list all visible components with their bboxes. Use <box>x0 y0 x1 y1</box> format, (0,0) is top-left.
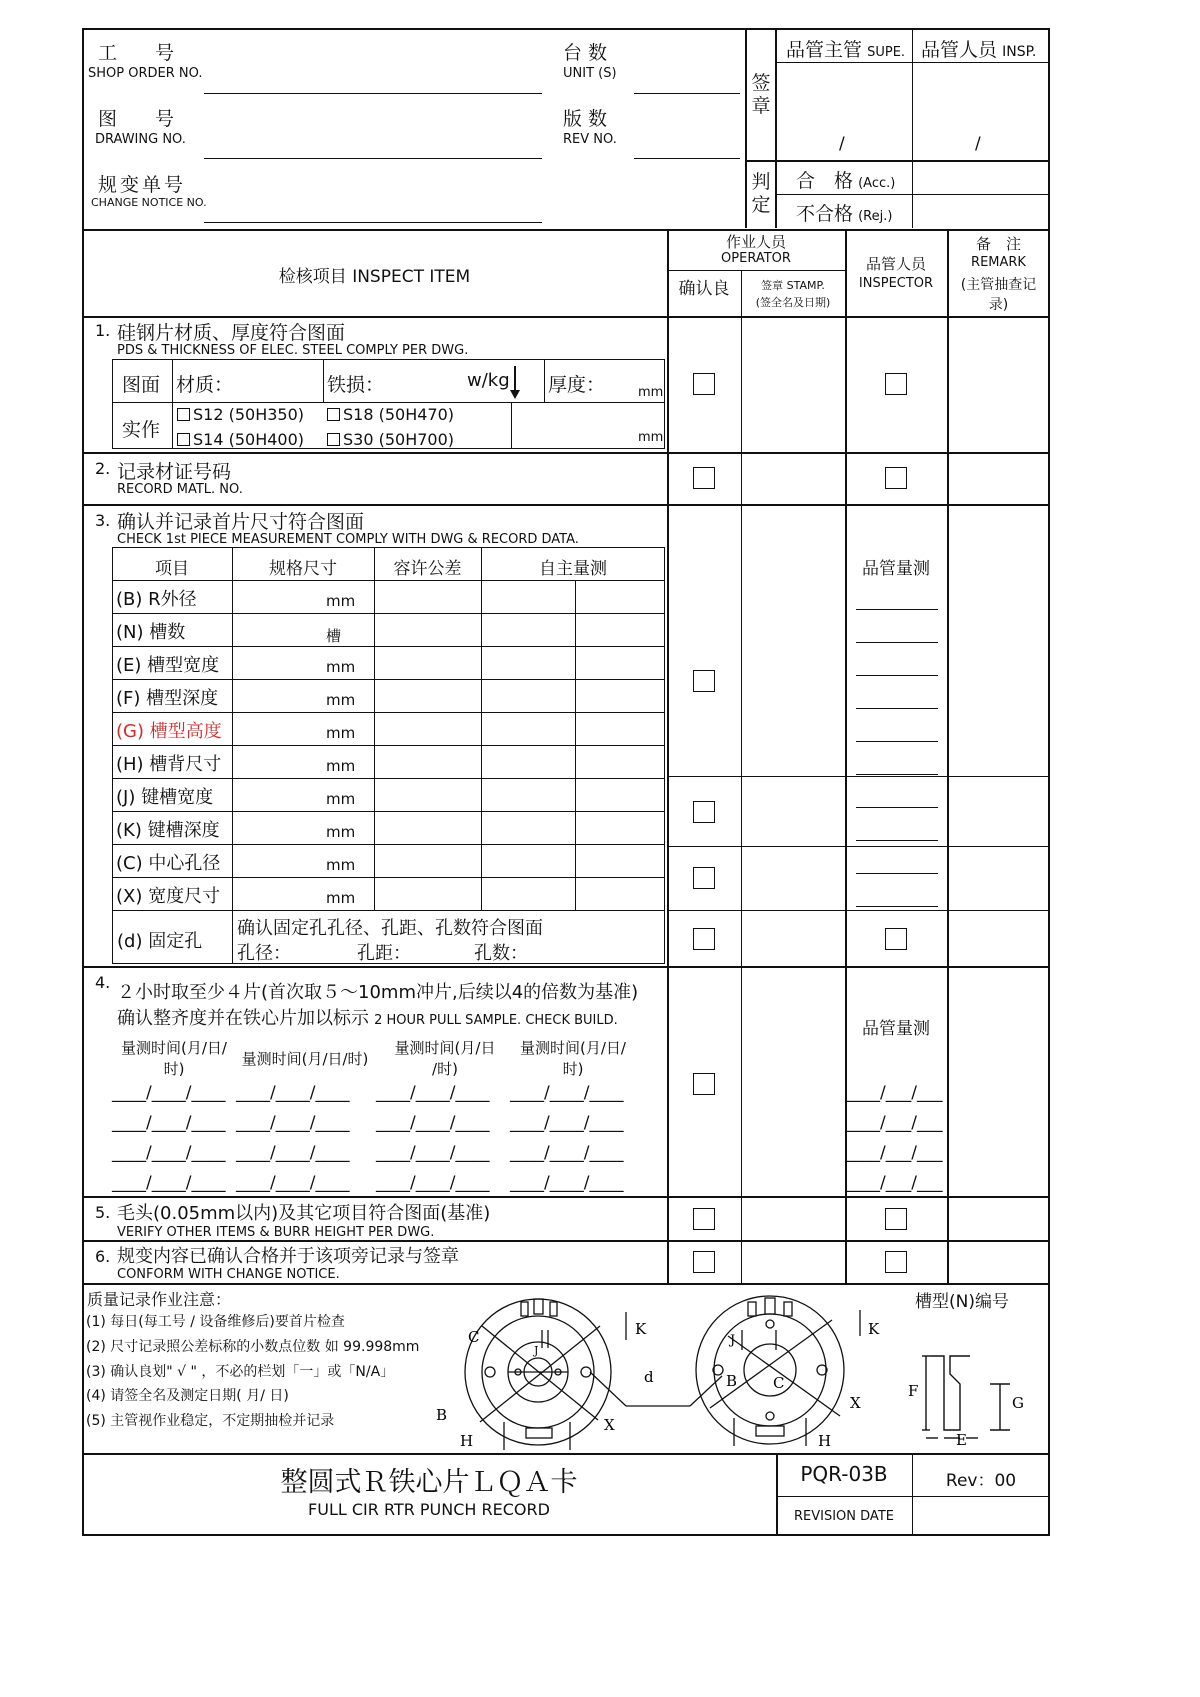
divider <box>112 877 665 878</box>
date-entry-field[interactable]: ____/____/____ <box>376 1173 490 1193</box>
divider <box>667 229 669 1283</box>
item3-confirm-checkbox-d[interactable] <box>693 928 715 950</box>
unit-label: 台 数 <box>563 42 608 64</box>
divider <box>775 194 1050 195</box>
divider <box>667 270 845 271</box>
inspector-sign-slash[interactable]: / <box>975 134 981 154</box>
actual-row-label: 实作 <box>122 419 161 441</box>
col-self-measure: 自主量测 <box>539 559 607 579</box>
item-title-en: CONFORM WITH CHANGE NOTICE. <box>117 1267 340 1282</box>
divider <box>775 62 1050 63</box>
diagram-label-h: H <box>460 1432 474 1450</box>
note-line: (5) 主管视作业稳定，不定期抽检并记录 <box>86 1413 335 1429</box>
item-title: 硅钢片材质、厚度符合图面 <box>117 322 346 344</box>
divider <box>745 28 747 228</box>
item-title: 记录材证号码 <box>117 461 232 483</box>
measure-row-label: (H) 槽背尺寸 <box>116 754 222 775</box>
divider <box>82 1283 1050 1285</box>
divider <box>112 778 665 779</box>
inspector-col-header: 品管人员 <box>865 255 926 273</box>
unit-mm: mm <box>638 430 664 445</box>
date-entry-field[interactable]: ____/____/____ <box>510 1173 624 1193</box>
measure-row-unit: mm <box>326 823 356 841</box>
diagram-label-d: d <box>644 1368 654 1386</box>
measure-row-label: (E) 槽型宽度 <box>116 655 220 676</box>
diagram-label-j: J <box>534 1344 539 1357</box>
time-col-1b: 时) <box>163 1060 185 1078</box>
divider <box>667 776 1050 777</box>
slot-number-title: 槽型(N)编号 <box>915 1292 1009 1312</box>
date-entry-field[interactable]: ____/____/____ <box>236 1143 350 1163</box>
divider <box>667 846 1050 847</box>
time-col-3: 量测时间(月/日 <box>394 1039 496 1057</box>
divider <box>511 402 512 449</box>
divider <box>112 580 665 581</box>
note-line: (2) 尺寸记录照公差标称的小数点位数 如 99.998mm <box>86 1339 420 1355</box>
measure-row-unit: mm <box>326 856 356 874</box>
accept-label-en: (Acc.) <box>858 176 896 191</box>
shop-order-label-en: SHOP ORDER NO. <box>88 66 203 81</box>
item-title-2 <box>117 1004 618 1030</box>
diagram-label-x-right: X <box>850 1394 861 1412</box>
divider <box>232 910 233 964</box>
divider <box>112 844 665 845</box>
qc-measure-field[interactable] <box>856 675 938 676</box>
date-entry-field[interactable]: ____/____/____ <box>510 1113 624 1133</box>
change-notice-label-en: CHANGE NOTICE NO. <box>91 196 207 209</box>
divider <box>947 229 949 1283</box>
qc-measure-field[interactable] <box>856 906 938 907</box>
thickness-field[interactable]: 厚度： <box>548 374 606 396</box>
shop-order-field[interactable] <box>204 93 542 94</box>
item-number: 2. <box>95 459 111 478</box>
unit-label-en: UNIT (S) <box>563 66 617 81</box>
reject-label-en: (Rej.) <box>858 209 893 224</box>
measure-row-unit: mm <box>326 592 356 610</box>
hole-diameter-field[interactable]: 孔径： <box>237 943 291 964</box>
divider <box>82 1453 1050 1455</box>
measure-row-label: (J) 键槽宽度 <box>116 787 214 808</box>
measure-row-unit: mm <box>326 889 356 907</box>
remark-note-1: (主管抽查记 <box>960 277 1037 293</box>
slot-detail <box>922 1356 1010 1438</box>
option-s14[interactable] <box>177 430 304 448</box>
divider <box>323 359 324 402</box>
qc-measure-field[interactable] <box>856 642 938 643</box>
divider <box>112 745 665 746</box>
item3-confirm-checkbox-a[interactable] <box>693 670 715 692</box>
operator-header: 作业人员 <box>725 233 786 251</box>
stamp-note: (签全名及日期) <box>755 296 831 309</box>
date-entry-field[interactable]: ____/____/____ <box>510 1143 624 1163</box>
divider <box>112 613 665 614</box>
notes-title: 质量记录作业注意： <box>87 1290 232 1309</box>
item6-confirm-checkbox[interactable] <box>693 1251 715 1273</box>
measure-row-label: (C) 中心孔径 <box>116 853 221 874</box>
material-field[interactable]: 材质： <box>176 374 234 396</box>
time-col-2: 量测时间(月/日/时) <box>241 1050 369 1068</box>
divider <box>112 679 665 680</box>
item-title-en: PDS & THICKNESS OF ELEC. STEEL COMPLY PER DWG. <box>117 343 469 358</box>
accept-label <box>796 166 895 193</box>
change-notice-field[interactable] <box>204 222 542 223</box>
diagram-label-h-right: H <box>818 1432 832 1450</box>
item-title: 规变内容已确认合格并于该项旁记录与签章 <box>117 1246 459 1267</box>
item3-confirm-checkbox-c[interactable] <box>693 867 715 889</box>
inspector-label: 品管人员 <box>921 39 998 61</box>
operator-header-en: OPERATOR <box>721 251 791 266</box>
diagram-label-c: C <box>468 1328 480 1346</box>
item-number: 4. <box>95 973 111 992</box>
diagram-label-k-right: K <box>868 1320 880 1338</box>
qc-measure-header: 品管量测 <box>862 1019 930 1039</box>
diagram-label-c-right: C <box>773 1374 785 1392</box>
qc-measure-field[interactable] <box>856 741 938 742</box>
unit-field[interactable] <box>634 93 740 94</box>
item-title-en: VERIFY OTHER ITEMS & BURR HEIGHT PER DWG. <box>117 1225 435 1240</box>
time-col-4: 量测时间(月/日/ <box>520 1039 626 1057</box>
divider <box>667 910 1050 911</box>
supervisor-label: 品管主管 <box>786 39 863 61</box>
diagram-label-k: K <box>635 1320 647 1338</box>
item6-inspector-checkbox[interactable] <box>885 1251 907 1273</box>
qc-measure-field[interactable] <box>856 774 938 775</box>
item-number: 6. <box>95 1247 111 1266</box>
divider <box>745 160 1050 162</box>
diagram-label-e: E <box>956 1431 967 1449</box>
stamp-header-en: STAMP. <box>786 279 825 292</box>
stamp-header <box>741 277 845 293</box>
checkbox-icon[interactable] <box>177 408 190 421</box>
unit-mm: mm <box>638 385 664 400</box>
measure-row-unit: mm <box>326 790 356 808</box>
divider <box>82 452 1050 454</box>
qc-date-entry-field[interactable]: ____/___/___ <box>846 1083 943 1103</box>
date-entry-field[interactable]: ____/____/____ <box>376 1113 490 1133</box>
divider <box>112 910 665 911</box>
measure-row-label: (N) 槽数 <box>116 622 186 643</box>
revision-date-label: REVISION DATE <box>794 1509 894 1524</box>
item-title-zh2: 确认整齐度并在铁心片加以标示 <box>117 1008 369 1029</box>
measure-row-label: (B) R外径 <box>116 589 197 610</box>
reject-label <box>796 199 892 226</box>
item3-confirm-checkbox-b[interactable] <box>693 801 715 823</box>
item-title-en: 2 HOUR PULL SAMPLE. CHECK BUILD. <box>374 1013 618 1028</box>
form-revision: Rev：00 <box>945 1471 1017 1491</box>
date-entry-field[interactable]: ____/____/____ <box>510 1083 624 1103</box>
date-entry-field[interactable]: ____/____/____ <box>112 1143 226 1163</box>
checkbox-icon[interactable] <box>177 433 190 446</box>
item-title: 毛头(0.05mm以内)及其它项目符合图面(基准) <box>117 1203 491 1224</box>
inspector-col-header-en: INSPECTOR <box>858 276 934 291</box>
diagram-label-b-right: B <box>726 1372 738 1390</box>
date-entry-field[interactable]: ____/____/____ <box>236 1083 350 1103</box>
drawing-field[interactable] <box>204 158 542 159</box>
measure-row-unit: mm <box>326 658 356 676</box>
option-label: S12 (50H350) <box>193 405 305 424</box>
checkbox-icon[interactable] <box>327 433 340 446</box>
item-number: 1. <box>95 321 111 340</box>
item-number: 5. <box>95 1203 111 1222</box>
measure-row-label: (G) 槽型高度 <box>116 721 222 742</box>
diagram-label-x: X <box>604 1416 615 1434</box>
hole-count-field[interactable]: 孔数： <box>474 943 528 964</box>
qc-measure-field[interactable] <box>856 708 938 709</box>
rotor-right <box>696 1296 860 1446</box>
rev-label-en: REV NO. <box>563 132 617 147</box>
rotor-diagram <box>430 1290 1050 1452</box>
date-entry-field[interactable]: ____/____/____ <box>376 1143 490 1163</box>
qc-measure-field[interactable] <box>856 873 938 874</box>
divider <box>82 504 1050 506</box>
remark-header: 备 注 <box>975 235 1021 253</box>
supervisor-label-en: SUPE. <box>867 45 906 60</box>
measure-row-unit: mm <box>326 724 356 742</box>
item-title-en: CHECK 1st PIECE MEASUREMENT COMPLY WITH DWG & RECORD DATA. <box>117 532 579 547</box>
diagram-label-j-right: J <box>730 1333 736 1348</box>
note-line: (3) 确认良划" √ " ，不必的栏划「一」或「N/A」 <box>86 1364 395 1380</box>
diagram-label-f: F <box>908 1382 919 1400</box>
item-title: ２小时取至少４片(首次取５～10mm冲片,后续以4的倍数为基准) <box>117 982 639 1003</box>
time-col-1: 量测时间(月/日/ <box>121 1039 227 1057</box>
item1-inspector-checkbox[interactable] <box>885 373 907 395</box>
fixed-hole-label: (d) 固定孔 <box>117 931 203 952</box>
supervisor-sign-slash[interactable]: / <box>839 134 845 154</box>
qc-measure-field[interactable] <box>856 609 938 610</box>
checkbox-icon[interactable] <box>327 408 340 421</box>
form-code: PQR-03B <box>800 1462 888 1486</box>
measure-row-label: (K) 键槽深度 <box>116 820 220 841</box>
qc-date-entry-field[interactable]: ____/___/___ <box>846 1143 943 1163</box>
divider <box>112 402 665 403</box>
option-label: S30 (50H700) <box>343 430 455 448</box>
arrow-down-icon <box>508 364 522 402</box>
qc-measure-field[interactable] <box>856 840 938 841</box>
option-label: S14 (50H400) <box>193 430 305 448</box>
judge-label: 判 定 <box>751 171 771 216</box>
date-entry-field[interactable]: ____/____/____ <box>236 1173 350 1193</box>
item-title: 确认并记录首片尺寸符合图面 <box>117 511 365 533</box>
date-entry-field[interactable]: ____/____/____ <box>112 1173 226 1193</box>
drawing-label-en: DRAWING NO. <box>95 132 186 147</box>
stamp-header-zh: 签章 <box>761 279 784 292</box>
item5-confirm-checkbox[interactable] <box>693 1208 715 1230</box>
item1-confirm-checkbox[interactable] <box>693 373 715 395</box>
measure-row-unit: mm <box>326 757 356 775</box>
date-entry-field[interactable]: ____/____/____ <box>236 1113 350 1133</box>
date-entry-field[interactable]: ____/____/____ <box>112 1113 226 1133</box>
rotor-left <box>465 1299 626 1450</box>
item2-confirm-checkbox[interactable] <box>693 467 715 489</box>
supervisor-header <box>786 35 905 62</box>
note-line: (1) 每日(每工号 / 设备维修后)要首片检查 <box>86 1314 345 1330</box>
divider <box>481 547 482 910</box>
item4-confirm-checkbox[interactable] <box>693 1073 715 1095</box>
inspector-header <box>921 35 1036 62</box>
accept-label-zh: 合 格 <box>796 170 854 192</box>
item5-inspector-checkbox[interactable] <box>885 1208 907 1230</box>
divider <box>912 28 913 228</box>
remark-note-2: 录) <box>988 297 1009 313</box>
qc-date-entry-field[interactable]: ____/___/___ <box>846 1113 943 1133</box>
qc-measure-header: 品管量测 <box>862 559 930 579</box>
divider <box>775 28 777 228</box>
remark-header-en: REMARK <box>971 255 1026 270</box>
divider <box>82 1196 1050 1198</box>
shop-order-label: 工 号 <box>98 42 175 64</box>
divider <box>232 547 233 910</box>
diagram-label-b: B <box>436 1406 448 1424</box>
hole-pitch-field[interactable]: 孔距： <box>357 943 411 964</box>
col-tolerance: 容许公差 <box>393 559 462 579</box>
option-label: S18 (50H470) <box>343 405 455 424</box>
date-entry-field[interactable]: ____/____/____ <box>112 1083 226 1103</box>
divider <box>82 229 1050 231</box>
item2-inspector-checkbox[interactable] <box>885 467 907 489</box>
divider <box>172 359 173 449</box>
form-title: 整圆式Ｒ铁心片ＬＱＡ卡 <box>280 1467 578 1498</box>
col-item: 项目 <box>155 559 189 579</box>
form-title-en: FULL CIR RTR PUNCH RECORD <box>308 1500 550 1519</box>
item-number: 3. <box>95 511 111 530</box>
option-s30[interactable] <box>327 430 454 448</box>
time-col-3b: /时) <box>432 1060 458 1078</box>
measure-row-unit: 槽 <box>326 627 342 645</box>
rev-field[interactable] <box>634 158 740 159</box>
reject-label-zh: 不合格 <box>796 203 854 225</box>
divider <box>544 359 545 402</box>
measure-row-unit: mm <box>326 691 356 709</box>
item-title-en: RECORD MATL. NO. <box>117 482 243 497</box>
confirm-header: 确认良 <box>678 279 730 299</box>
qc-measure-field[interactable] <box>856 807 938 808</box>
divider <box>374 547 375 910</box>
col-spec: 规格尺寸 <box>269 559 337 579</box>
diagram-label-g: G <box>1012 1394 1024 1412</box>
option-s12[interactable] <box>177 405 304 424</box>
change-notice-label: 规变单号 <box>98 174 187 196</box>
option-s18[interactable] <box>327 405 454 424</box>
divider <box>112 646 665 647</box>
divider <box>776 1496 1050 1497</box>
date-entry-field[interactable]: ____/____/____ <box>376 1083 490 1103</box>
measure-row-label: (X) 宽度尺寸 <box>116 886 221 907</box>
wkg-unit: w/kg <box>467 370 510 391</box>
fixed-hole-text: 确认固定孔孔径、孔距、孔数符合图面 <box>237 918 543 939</box>
sign-label: 签 章 <box>751 72 771 117</box>
inspect-item-header: 检核项目 INSPECT ITEM <box>278 267 471 287</box>
note-line: (4) 请签全名及测定日期( 月/ 日) <box>86 1388 289 1404</box>
qc-date-entry-field[interactable]: ____/___/___ <box>846 1173 943 1193</box>
measure-row-label: (F) 槽型深度 <box>116 688 219 709</box>
inspector-label-en: INSP. <box>1002 44 1037 60</box>
divider <box>112 811 665 812</box>
item3-inspector-checkbox-d[interactable] <box>885 928 907 950</box>
divider <box>82 966 1050 968</box>
iron-loss-field[interactable]: 铁损： <box>327 374 385 396</box>
drawing-label: 图 号 <box>98 108 175 130</box>
drawing-row-label: 图面 <box>122 374 161 396</box>
divider <box>112 712 665 713</box>
time-col-4b: 时) <box>562 1060 584 1078</box>
rev-label: 版 数 <box>563 108 608 130</box>
